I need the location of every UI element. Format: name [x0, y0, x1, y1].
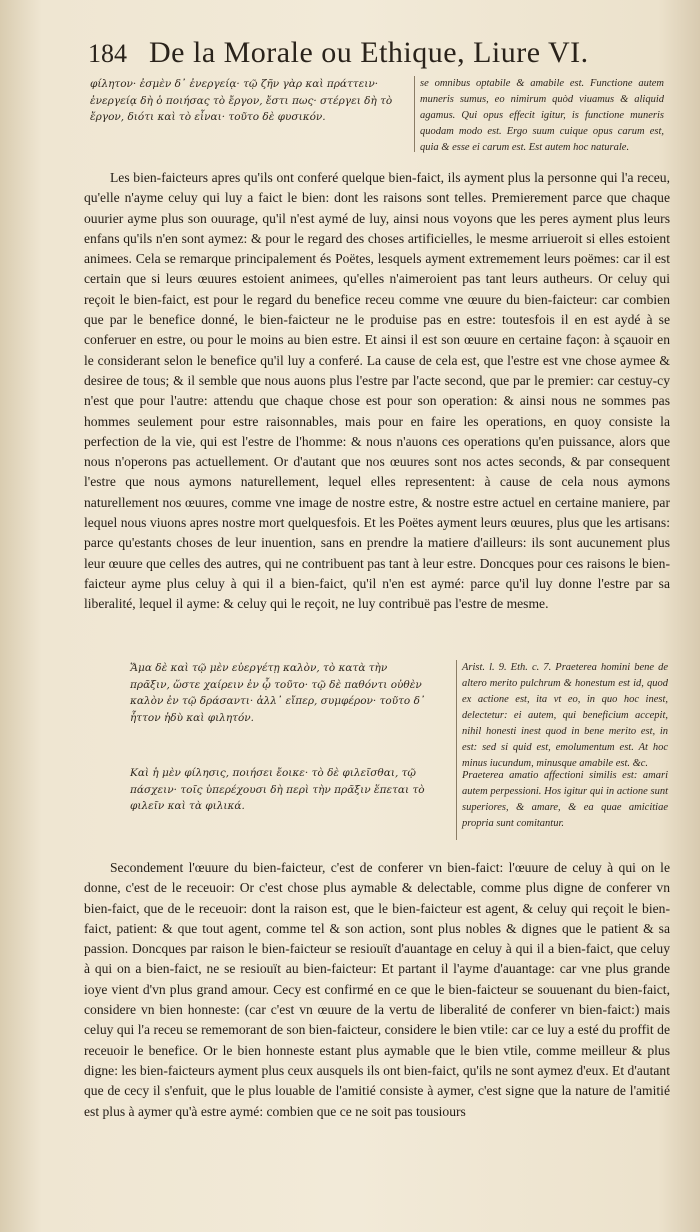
column-divider [414, 76, 415, 152]
page-number: 184 [88, 39, 127, 68]
top-latin-text: se omnibus optabile & amabile est. Functione autem muneris sumus, eo nimirum quòd viuamus & aliquid agamus. Qui opus effecit igitur, is functione muneris quodam modo est. Ergo suum cuique opus carum est, quia & esse ei carum est. Est autem hoc naturale. [420, 78, 664, 153]
top-greek-text: φίλητον· ἐσμὲν δ᾽ ἐνεργείᾳ· τῷ ζῆν γὰρ καὶ πράττειν· ἐνεργείᾳ δὴ ὁ ποιήσας τὸ ἔργον, ἔστι πως· στέργει δὴ τὸ ἔργον, διότι καὶ τὸ εἶναι· τοῦτο δὲ φυσικόν. [90, 78, 393, 123]
column-divider-2 [456, 660, 457, 840]
greek-quote-1: Ἅμα δὲ καὶ τῷ μὲν εὐεργέτῃ καλὸν, τὸ κατὰ τὴν πρᾶξιν, ὥστε χαίρειν ἐν ᾧ τοῦτο· τῷ δὲ παθόντι οὐθὲν καλὸν ἐν τῷ δράσαντι· ἀλλ᾽ εἴπερ, συμφέρον· τοῦτο δ᾽ ἧττον ἡδὺ καὶ φιλητόν. [130, 662, 426, 724]
page-header [88, 36, 648, 76]
latin-note-1: Arist. l. 9. Eth. c. 7. Praeterea homini bene de altero merito pulchrum & honestum est id, quod ex actione est, ita vt eo, in quo hoc inest, delectetur: ei autem, qui beneficium accepit, nihil honesti inest quod in bene merito est, in est: sed si quid est, emolumentum est. At hoc minus iucundum, minusque amabile est. &c. [462, 662, 668, 769]
paragraph-bien-faicteurs: Les bien-faicteurs apres qu'ils ont conferé quelque bien-faict, ils ayment plus la personne qui l'a receu, qu'elle n'ayme celuy qui luy a faict le bien: dont les raisons sont telles. Premierement parce que chaque ouurier ayme plus son ouurage, qu'il n'est aymé de luy, ainsi nous voyons que les peres ayment plus leurs enfans qu'ils n'en sont aymez: & pour le regard des choses artificielles, le mesme arriueroit si elles estoient animees. Cela se remarque principalement és Poëtes, lesquels ayment extremement leurs poëmes: car il est certain que si leurs œuures estoient animees, qu'elles n'aimeroient pas tant leurs autheurs. Or celuy qui reçoit le bien-faict, est pour le regard du benefice receu comme vne œuure du bien-faicteur: car combien que par le benefice donné, le bien-faicteur ne le produise pas en estre: toutesfois il en est aydé à se conferuer en estre, ou pour le moins au bien estre. Et ainsi il est son œuure en certaine façon: à sçauoir en le considerant selon le benefice qu'il luy a conferé. La cause de cela est, que l'estre est vne chose aymee & desiree de tous; & il semble que nous auons plus l'estre par l'acte second, que par le premier: car cestuy-cy n'est que pour l'autre: attendu que chaque chose est pour son operation: & ainsi nous ne sommes pas hommes seulement pour estre raisonnables, mais pour en faire les operations, en quoy consiste la perfection de la vie, qui est l'estre de l'homme: & nous n'auons ces operations qu'en puissance, alors que nous n'operons pas actuellement. Or d'autant que nos œuures sont nos actes seconds, & par consequent l'estre que nous aymons naturellement, lequel elles representent: à cause de cela nous aymons naturellement nos œuures, comme vne image de nostre estre, & nostre estre actuel en certaine maniere, par lequel nous viuons apres nostre mort quelquesfois. Et les Poëtes ayment leurs œuures, plus que les artisans: parce qu'estants choses de leur inuention, sans en prendre la matiere d'ailleurs: ils sont aucunement plus leur œuure que celles des autres, qui ne contribuent pas tant à leur estre. Doncques pour ces raisons le bien-faicteur ayme plus celuy à qui il a bien-faict, qu'il n'en est aymé: parce qu'il luy donne l'estre par sa liberalité, lequel il ayme: & celuy qui le reçoit, ne luy contribuë pas l'estre de mesme. [84, 170, 670, 612]
greek-quote-2: Καὶ ἡ μὲν φίλησις, ποιήσει ἔοικε· τὸ δὲ φιλεῖσθαι, τῷ πάσχειν· τοῖς ὑπερέχουσι δὴ περὶ τὴν πρᾶξιν ἕπεται τὸ φιλεῖν καὶ τὰ φιλικά. [130, 767, 425, 812]
running-title: De la Morale ou Ethique, Liure VI. [149, 36, 589, 69]
paragraph-secondement: Secondement l'œuure du bien-faicteur, c'est de conferer vn bien-faict: l'œuure de celuy à qui on le donne, c'est de le receuoir: Or c'est chose plus aymable & delectable, comme plus digne de conferer vn bien-faict, que de le receuoir: dont la raison est, que le bien-faicteur est agent, & celuy qui reçoit le bien-faict, patient: & que tout agent, comme tel & son action, sont plus nobles & dignes que le patient & sa passion. Doncques par raison le bien-faicteur se resiouït d'auantage en celuy à qui il a bien-faict, que celuy à qui on a bien-faict, ne se resiouït au bien-faicteur: Et partant il l'ayme d'auantage: car vne plus grande ioye vient d'vn plus grand amour. Cecy est confirmé en ce que le bien-faicteur se souuenant du bien-faict, considere vn bien honneste: (car c'est vn œuure de la vertu de liberalité de conferer vn bien-faict:) mais celuy qui l'a receu se rememorant de son bien-faicteur, considere le bien vtile: car ce luy a esté du proffit de receuoir le benefice. Or le bien honneste estant plus aymable que le bien vtile, comme meilleur & plus digne: les bien-faicteurs ayment plus ceux ausquels ils ont bien-faict, qu'ils ne sont aymez d'eux. Et d'autant que de cecy il s'enfuit, que le plus louable de l'amitié consiste à aymer, c'est signe que la nature de l'amitié est plus à aymer qu'à estre aymé: combien que ce ne soit pas tousiours [84, 860, 670, 1119]
latin-note-2: Praeterea amatio affectioni similis est: amari autem perpessioni. Hos igitur qui in actione sunt superiores, & amare, & ea quae amicitiae propria sunt comitantur. [462, 770, 668, 829]
